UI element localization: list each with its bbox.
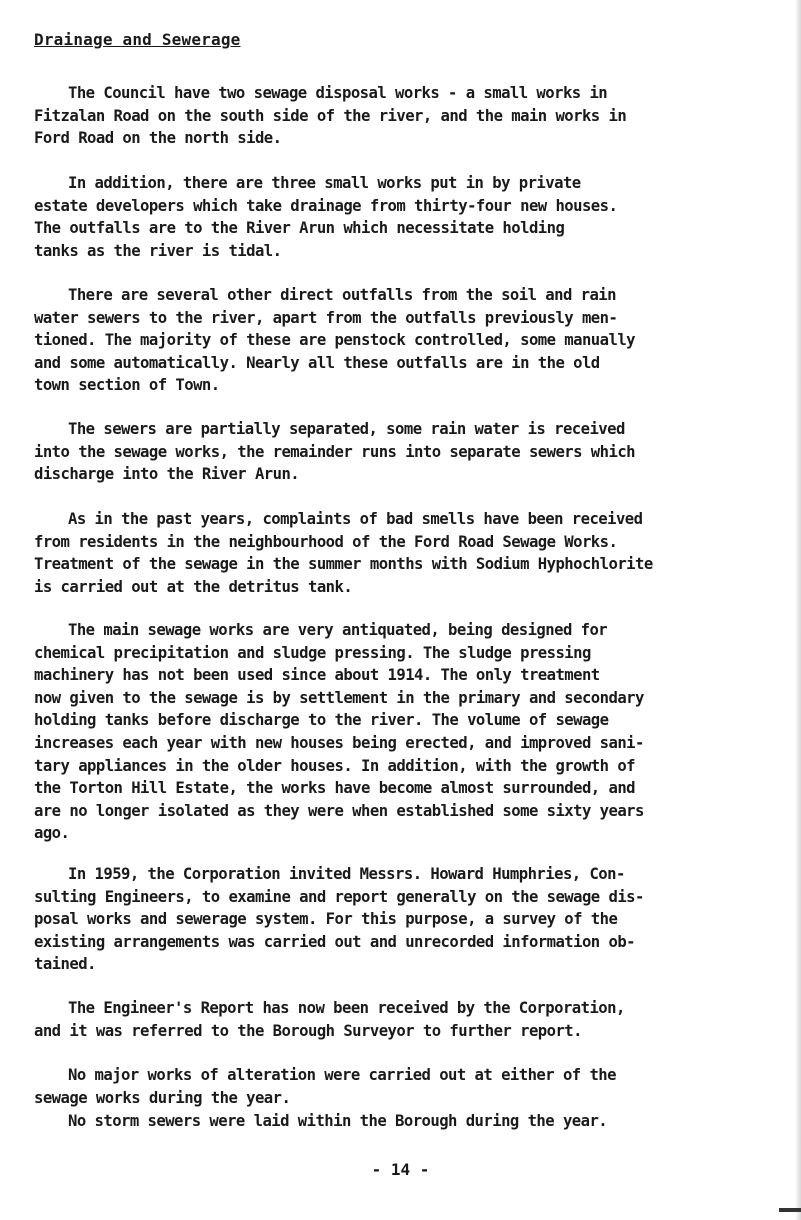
scan-corner-mark xyxy=(779,1208,801,1212)
text-line: now given to the sewage is by settlement in the primary and secondary xyxy=(34,688,644,707)
text-line: Treatment of the sewage in the summer months with Sodium Hyphochlorite xyxy=(34,555,653,574)
paragraph-3 xyxy=(34,284,794,397)
text-line: and it was referred to the Borough Surveyor to further report. xyxy=(34,1021,582,1040)
text-line: The Council have two sewage disposal works - a small works in xyxy=(68,84,608,102)
text-line: No major works of alteration were carried out at either of the xyxy=(68,1066,616,1084)
text-line: existing arrangements was carried out and unrecorded information ob- xyxy=(34,932,636,951)
text-line: the Torton Hill Estate, the works have become almost surrounded, and xyxy=(34,779,636,798)
paragraph-10 xyxy=(34,1110,794,1133)
text-line: chemical precipitation and sludge pressing. The sludge pressing xyxy=(34,643,591,662)
text-line: No storm sewers were laid within the Borough during the year. xyxy=(68,1112,608,1130)
text-line: sulting Engineers, to examine and report generally on the sewage dis- xyxy=(34,887,644,906)
text-line: posal works and sewerage system. For this purpose, a survey of the xyxy=(34,910,618,929)
paragraph-9 xyxy=(34,1064,794,1109)
text-line: from residents in the neighbourhood of the Ford Road Sewage Works. xyxy=(34,532,618,551)
text-line: The sewers are partially separated, some rain water is received xyxy=(68,420,625,438)
text-line: Fitzalan Road on the south side of the river, and the main works in xyxy=(34,106,627,125)
text-line: holding tanks before discharge to the river. The volume of sewage xyxy=(34,711,609,730)
section-heading: Drainage and Sewerage xyxy=(34,30,241,49)
text-line: Ford Road on the north side. xyxy=(34,129,282,148)
text-line: water sewers to the river, apart from the outfalls previously men- xyxy=(34,308,618,327)
text-line: sewage works during the year. xyxy=(34,1088,291,1107)
text-line: discharge into the River Arun. xyxy=(34,465,300,484)
page-number: - 14 - xyxy=(371,1160,430,1179)
paragraph-5 xyxy=(34,508,794,598)
text-line: estate developers which take drainage from thirty-four new houses. xyxy=(34,196,618,215)
paragraph-8 xyxy=(34,997,794,1042)
page-edge-shadow xyxy=(795,0,801,1220)
text-line: In addition, there are three small works put in by private xyxy=(68,174,581,192)
text-line: ago. xyxy=(34,824,70,843)
text-line: is carried out at the detritus tank. xyxy=(34,577,353,596)
text-line: tained. xyxy=(34,955,96,974)
paragraph-4 xyxy=(34,418,794,486)
text-line: machinery has not been used since about 1914. The only treatment xyxy=(34,666,600,685)
text-line: There are several other direct outfalls from the soil and rain xyxy=(68,286,616,304)
text-line: tioned. The majority of these are penstock controlled, some manually xyxy=(34,331,636,350)
text-line: and some automatically. Nearly all these outfalls are in the old xyxy=(34,353,600,372)
paragraph-7 xyxy=(34,863,794,976)
text-line: As in the past years, complaints of bad smells have been received xyxy=(68,510,643,528)
paragraph-1 xyxy=(34,82,794,150)
text-line: increases each year with new houses being erected, and improved sani- xyxy=(34,733,644,752)
text-line: The outfalls are to the River Arun which necessitate holding xyxy=(34,219,565,238)
paragraph-6 xyxy=(34,619,794,845)
paragraph-2 xyxy=(34,172,794,262)
text-line: into the sewage works, the remainder runs into separate sewers which xyxy=(34,442,636,461)
text-line: tanks as the river is tidal. xyxy=(34,241,282,260)
text-line: The main sewage works are very antiquated, being designed for xyxy=(68,621,608,639)
text-line: In 1959, the Corporation invited Messrs. Howard Humphries, Con- xyxy=(68,865,625,883)
text-line: town section of Town. xyxy=(34,376,220,395)
text-line: The Engineer's Report has now been received by the Corporation, xyxy=(68,999,625,1017)
text-line: are no longer isolated as they were when established some sixty years xyxy=(34,801,644,820)
text-line: tary appliances in the older houses. In addition, with the growth of xyxy=(34,756,636,775)
